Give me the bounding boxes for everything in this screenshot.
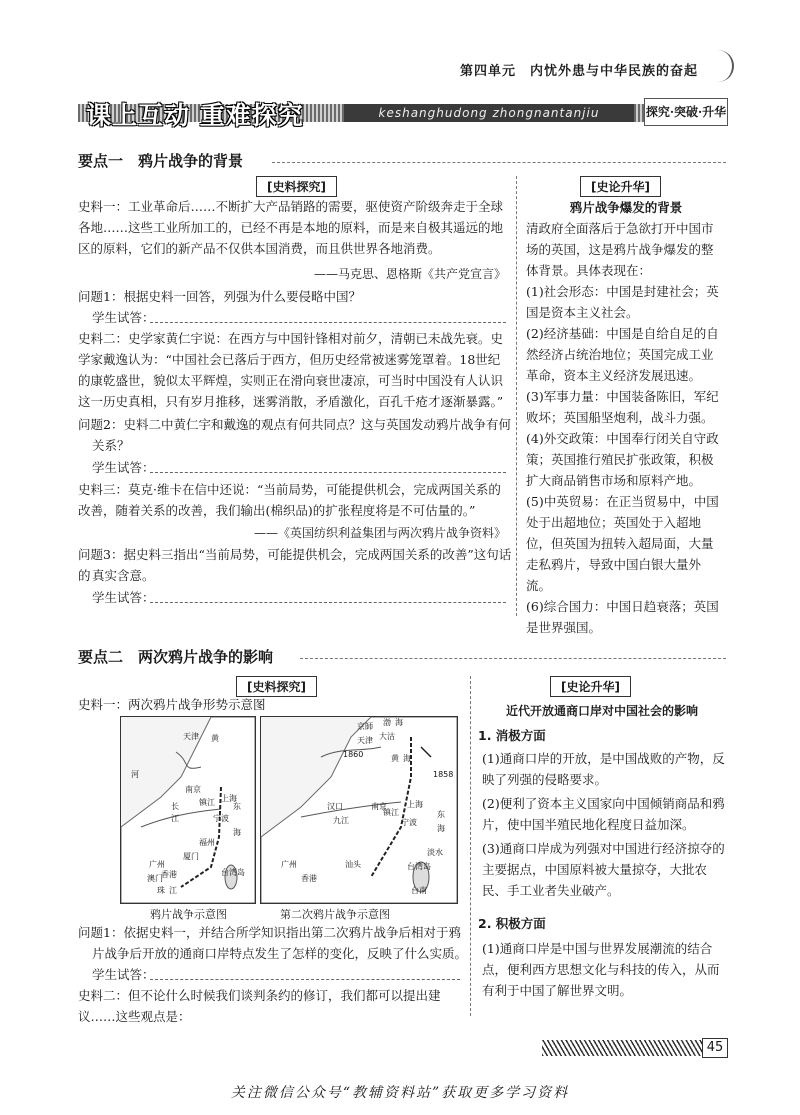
map2-label: 1858 xyxy=(433,770,454,779)
unit-header: 第四单元 内忧外患与中华民族的奋起 xyxy=(460,64,699,79)
section1-material3-source: ——《英国纺织利益集团与两次鸦片战争资料》 xyxy=(253,526,506,540)
answer-prompt: 学生试答： xyxy=(92,310,155,325)
map2-label: 台南 xyxy=(411,886,427,895)
map2-label: 宁波 xyxy=(401,818,417,827)
negative-heading: 1. 消极方面 xyxy=(478,728,546,743)
map1-label: 香港 xyxy=(161,870,177,879)
section1-material1: 史料一：工业革命后……不断扩大产品销路的需要，驱使资产阶级奔走于全球各地……这些工业所加工的，已经不再是本地的原料，而是来自极其遥远的地区的原料，它们的新产品不仅供本国消费，而且供世界各地消费。 xyxy=(78,199,504,256)
map1-label: 广州 xyxy=(149,860,165,869)
map1-label: 镇江 xyxy=(199,798,215,807)
section2-question1-cont: 片战争后开放的通商口岸特点发生了怎样的变化，反映了什么实质。 xyxy=(92,946,468,961)
map2-label: 汕头 xyxy=(345,860,361,869)
map2-label: 渤 xyxy=(383,718,391,727)
banner-title: 课上互动 重难探究 xyxy=(86,101,304,130)
section2-question1: 问题1：依据史料一，并结合所学知识指出第二次鸦片战争后相对于鸦 xyxy=(78,925,461,940)
section1-left-label: [史料探究] xyxy=(256,176,337,197)
map1-label: 台湾岛 xyxy=(221,868,245,877)
positive-heading: 2. 积极方面 xyxy=(478,916,546,931)
answer-prompt: 学生试答： xyxy=(92,967,155,982)
map1-label: 江 xyxy=(171,814,179,823)
map1-label: 宁波 xyxy=(213,814,229,823)
section1-material1-source: ——马克思、恩格斯《共产党宣言》 xyxy=(313,267,506,281)
section2-left-label: [史料探究] xyxy=(236,676,317,697)
map1-label: 河 xyxy=(131,770,139,779)
section2-right-label: [史论升华] xyxy=(550,676,631,697)
map1-label: 长 xyxy=(171,802,179,811)
footer-note: 关注微信公众号“教辅资料站”获取更多学习资料 xyxy=(230,1085,570,1101)
map2-label: 海 xyxy=(403,754,411,763)
section1-material3: 史料三：莫克·维卡在信中还说：“当前局势，可能提供机会，完成两国关系的改善，随着关系的改善，我们输出(棉织品)的扩张程度将是不可估量的。” xyxy=(78,482,501,518)
negative-list xyxy=(482,748,726,901)
map1-label: 天津 xyxy=(183,732,199,741)
right-item: (5)中英贸易：在正当贸易中，中国处于出超地位；英国处于入超地位，但英国为扭转入超局面，大量走私鸦片，导致中国白银大量外流。 xyxy=(526,494,719,593)
section1-right-list xyxy=(526,218,724,638)
map1-label: 黄 xyxy=(211,734,219,743)
section1-question1: 问题1：根据史料一回答，列强为什么要侵略中国？ xyxy=(78,289,361,304)
map2-label: 京師 xyxy=(357,722,373,731)
section1-question3-cont: 真实含意。 xyxy=(92,568,155,583)
section2-title: 要点二 两次鸦片战争的影响 xyxy=(78,648,274,666)
map2-label: 大沽 xyxy=(379,732,395,741)
page-number-decoration xyxy=(542,1040,704,1056)
map2-label: 镇江 xyxy=(383,808,399,817)
answer-line[interactable] xyxy=(150,979,460,980)
column-divider xyxy=(516,176,517,616)
section-banner xyxy=(78,96,727,130)
answer-line[interactable] xyxy=(150,322,506,323)
map1-label: 福州 xyxy=(199,838,215,847)
section1-title: 要点一 鸦片战争的背景 xyxy=(78,152,244,170)
section1-question3: 问题3：据史料三指出“当前局势，可能提供机会，完成两国关系的改善”这句话的 xyxy=(78,547,512,583)
map1-label: 珠 xyxy=(157,886,165,895)
header-decoration xyxy=(716,50,734,82)
section1-question2: 问题2：史料二中黄仁宇和戴逸的观点有何共同点？这与英国发动鸦片战争有何 xyxy=(78,417,511,432)
page-number: 45 xyxy=(702,1038,728,1058)
map1-label: 海 xyxy=(233,828,241,837)
second-opium-war-map xyxy=(260,716,458,904)
map1-label: 上海 xyxy=(221,794,237,803)
right-item: (1)社会形态：中国是封建社会；英国是资本主义社会。 xyxy=(526,284,719,320)
right-item: (2)经济基础：中国是自给自足的自然经济占统治地位；英国完成工业革命，资本主义经济发展迅速。 xyxy=(526,326,719,383)
map2-label: 黄 xyxy=(391,754,399,763)
positive-list xyxy=(482,938,726,1001)
map2-caption: 第二次鸦片战争示意图 xyxy=(280,908,390,921)
positive-item: (1)通商口岸是中国与世界发展潮流的结合点，便利西方思想文化与科技的传入，从而有利于中国了解世界文明。 xyxy=(482,941,720,998)
column-divider xyxy=(470,676,471,1016)
right-item: (4)外交政策：中国奉行闭关自守政策；英国推行殖民扩张政策，积极扩大商品销售市场和原料产地。 xyxy=(526,431,719,488)
map1-caption: 鸦片战争示意图 xyxy=(150,908,227,921)
map1-label: 澳门 xyxy=(147,874,163,883)
right-item: 清政府全面落后于急欲打开中国市场的英国，这是鸦片战争爆发的整体背景。具体表现在： xyxy=(526,221,714,278)
opium-war-map xyxy=(120,716,256,904)
negative-item: (2)便利了资本主义国家向中国倾销商品和鸦片，使中国半殖民地化程度日益加深。 xyxy=(482,796,725,832)
map2-label: 汉口 xyxy=(327,802,343,811)
map2-label: 海 xyxy=(395,718,403,727)
section2-material1: 史料一：两次鸦片战争形势示意图 xyxy=(78,697,266,712)
map2-label: 台湾岛 xyxy=(407,862,431,871)
right-item: (3)军事力量：中国装备陈旧，军纪败坏；英国船坚炮利，战斗力强。 xyxy=(526,389,719,425)
map2-label: 香港 xyxy=(301,874,317,883)
section1-rule xyxy=(272,162,726,163)
banner-pinyin: keshanghudong zhongnantanjiu xyxy=(344,104,634,122)
map2-label: 东 xyxy=(437,810,445,819)
map2-label: 上海 xyxy=(407,800,423,809)
map1-label: 厦门 xyxy=(183,852,199,861)
section2-right-title: 近代开放通商口岸对中国社会的影响 xyxy=(505,704,698,718)
section2-material2: 史料二：但不论什么时候我们谈判条约的修订，我们都可以提出建议……这些观点是： xyxy=(78,988,441,1024)
map2-label: 天津 xyxy=(357,736,373,745)
map1-label: 江 xyxy=(169,886,177,895)
section1-question2-cont: 关系？ xyxy=(92,438,130,453)
map2-label: 1860 xyxy=(343,750,364,759)
map2-label: 海 xyxy=(437,824,445,833)
map2-label: 南京 xyxy=(371,802,387,811)
map1-label: 南京 xyxy=(185,785,201,794)
section1-material2: 史料二：史学家黄仁宇说：在西方与中国针锋相对前夕，清朝已未战先衰。史学家戴逸认为：“中国社会已落后于西方，但历史经常被迷雾笼罩着。18世纪的康乾盛世，貌似太平辉煌，实则正在滑向衰世凄凉，可当时中国没有人认识这一历史真相，只有岁月推移，迷雾消散，矛盾激化，百孔千疮才逐渐暴露。” xyxy=(78,331,504,409)
negative-item: (1)通商口岸的开放，是中国战败的产物，反映了列强的侵略要求。 xyxy=(482,751,725,787)
map2-label: 广州 xyxy=(281,860,297,869)
section2-rule xyxy=(300,658,726,659)
answer-line[interactable] xyxy=(150,472,506,473)
map2-label: 淡水 xyxy=(427,848,443,857)
negative-item: (3)通商口岸成为列强对中国进行经济掠夺的主要据点，中国原料被大量掠夺，大批农民、手工业者失业破产。 xyxy=(482,841,725,898)
banner-tag: 探究·突破·升华 xyxy=(644,98,728,126)
section1-right-label: [史论升华] xyxy=(580,176,661,197)
answer-prompt: 学生试答： xyxy=(92,590,155,605)
map2-label: 九江 xyxy=(333,816,349,825)
map1-label: 东 xyxy=(233,802,241,811)
answer-prompt: 学生试答： xyxy=(92,460,155,475)
section1-right-title: 鸦片战争爆发的背景 xyxy=(569,200,683,215)
answer-line[interactable] xyxy=(150,602,506,603)
right-item: (6)综合国力：中国日趋衰落；英国是世界强国。 xyxy=(526,599,719,635)
